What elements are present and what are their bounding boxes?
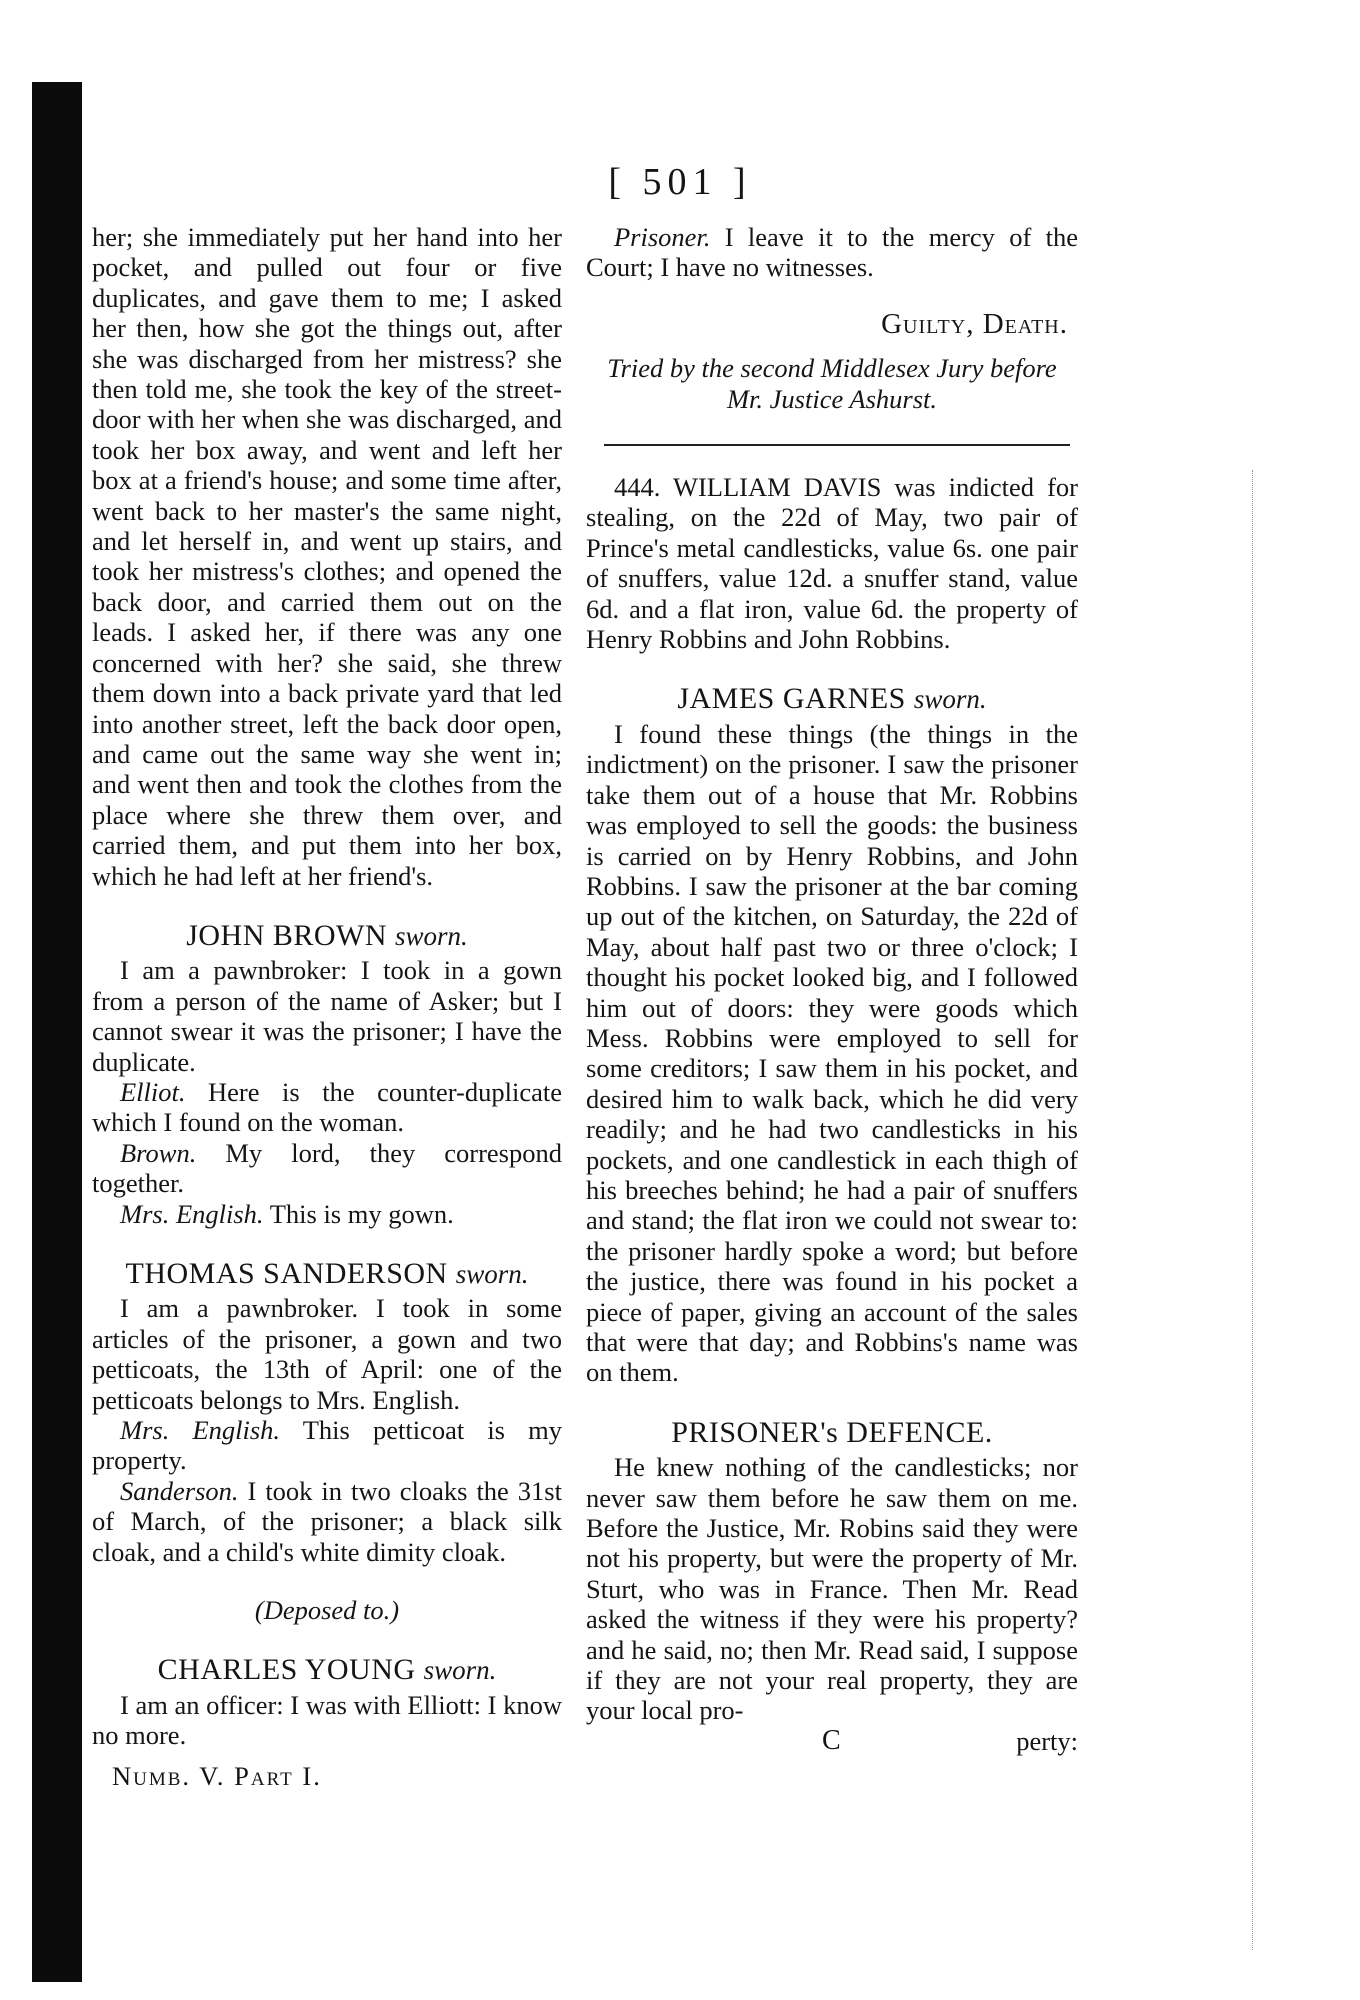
- testimony-paragraph: I found these things (the things in the indictment) on the prisoner. I saw the prisoner take them out of a house that Mr. Robbins was employed to sell the goods: the business is carried on by Henry Robbins, and John Robbins. I saw the prisoner at the bar coming up out of the kitchen, on Saturday, the 22d of May, about half past two or three o'clock; I thought his pocket looked big, and I followed him out of doors: they were goods which Mess. Robbins were employed to sell for some creditors; I saw them in his pocket, and desired him to walk back, which he did very readily; and he had two candlesticks in his pockets, and one candlestick in each thigh of his breeches behind; he had a pair of snuffers and stand; the flat iron we could not swear to: the prisoner hardly spoke a word; but before the justice, there was found in his pocket a piece of paper, giving an account of the sales that were that day; and Robbins's name was on them.: [586, 718, 1078, 1388]
- right-column: [586, 222, 1078, 1756]
- continuation-paragraph: her; she immediately put her hand into her pocket, and pulled out four or five duplicates, and gave them to me; I asked her then, how she got the things out, after she was discharged from her mistress? she then told me, she took the key of the street-door with her when she was discharged, and took her box away, and went and left her box at a friend's house; and some time after, went back to her master's the same night, and let herself in, and went up stairs, and took her mistress's clothes; and opened the back door, and carried them out on the leads. I asked her, if there was any one concerned with her? she said, she threw them down into a back private yard that led into another street, left the back door open, and came out the same way she went in; and went then and took the clothes from the place where she threw them over, and carried them, and put them into her box, which he had left at her friend's.: [92, 222, 562, 891]
- signature-mark: Numb. V. Part I.: [112, 1760, 322, 1791]
- witness-heading-james-garnes: JAMES GARNES sworn.: [677, 682, 987, 716]
- indictment-paragraph: 444. WILLIAM DAVIS was indicted for stealing, on the 22d of May, two pair of Prince's metal candlesticks, value 6s. one pair of snuffers, value 12d. a snuffer stand, value 6d. and a flat iron, value 6d. the property of Henry Robbins and John Robbins.: [586, 472, 1078, 655]
- section-divider: [604, 444, 1070, 446]
- verdict: Guilty, Death.: [881, 307, 1068, 340]
- defence-heading: PRISONER's DEFENCE.: [671, 1415, 993, 1449]
- left-column: [92, 222, 562, 1791]
- witness-heading-charles-young: CHARLES YOUNG sworn.: [157, 1653, 497, 1687]
- testimony-paragraph: Mrs. English. This is my gown.: [120, 1198, 454, 1229]
- catchword: perty:: [1016, 1725, 1078, 1756]
- margin-specks: [1252, 470, 1259, 1950]
- witness-heading-john-brown: JOHN BROWN sworn.: [186, 918, 468, 952]
- testimony-paragraph: I am a pawnbroker: I took in a gown from a person of the name of Asker; but I cannot swear it was the prisoner; I have the duplicate.: [92, 955, 562, 1077]
- page-footer: [586, 1726, 1078, 1756]
- testimony-paragraph: Elliot. Here is the counter-duplicate which I found on the woman.: [92, 1076, 562, 1138]
- page-number: [ 501 ]: [608, 161, 752, 203]
- defence-paragraph: He knew nothing of the candlesticks; nor never saw them before he saw them on me. Before the Justice, Mr. Robins said they were not his property, but were the property of Mr. Sturt, who was in France. Then Mr. Read asked the witness if they were his property? and he said, no; then Mr. Read said, I suppose if they are not your real property, they are your local pro-: [586, 1452, 1078, 1726]
- testimony-paragraph: I am a pawnbroker. I took in some articles of the prisoner, a gown and two petticoats, the 13th of April: one of the petticoats belongs to Mrs. English.: [92, 1293, 562, 1415]
- book-spine-shadow: [32, 82, 82, 1982]
- deposed-note: (Deposed to.): [254, 1595, 400, 1626]
- testimony-paragraph: Sanderson. I took in two cloaks the 31st of March, of the prisoner; a black silk cloak, and a child's white dimity cloak.: [92, 1475, 562, 1567]
- signature-letter: C: [822, 1724, 841, 1756]
- testimony-paragraph: I am an officer: I was with Elliott: I know no more.: [92, 1689, 562, 1751]
- jury-note: Tried by the second Middlesex Jury before Mr. Justice Ashurst.: [607, 353, 1057, 414]
- prisoner-statement: Prisoner. I leave it to the mercy of the Court; I have no witnesses.: [586, 222, 1078, 283]
- testimony-paragraph: Mrs. English. This petticoat is my property.: [92, 1415, 562, 1476]
- testimony-paragraph: Brown. My lord, they correspond together.: [92, 1137, 562, 1199]
- witness-heading-thomas-sanderson: THOMAS SANDERSON sworn.: [125, 1257, 529, 1290]
